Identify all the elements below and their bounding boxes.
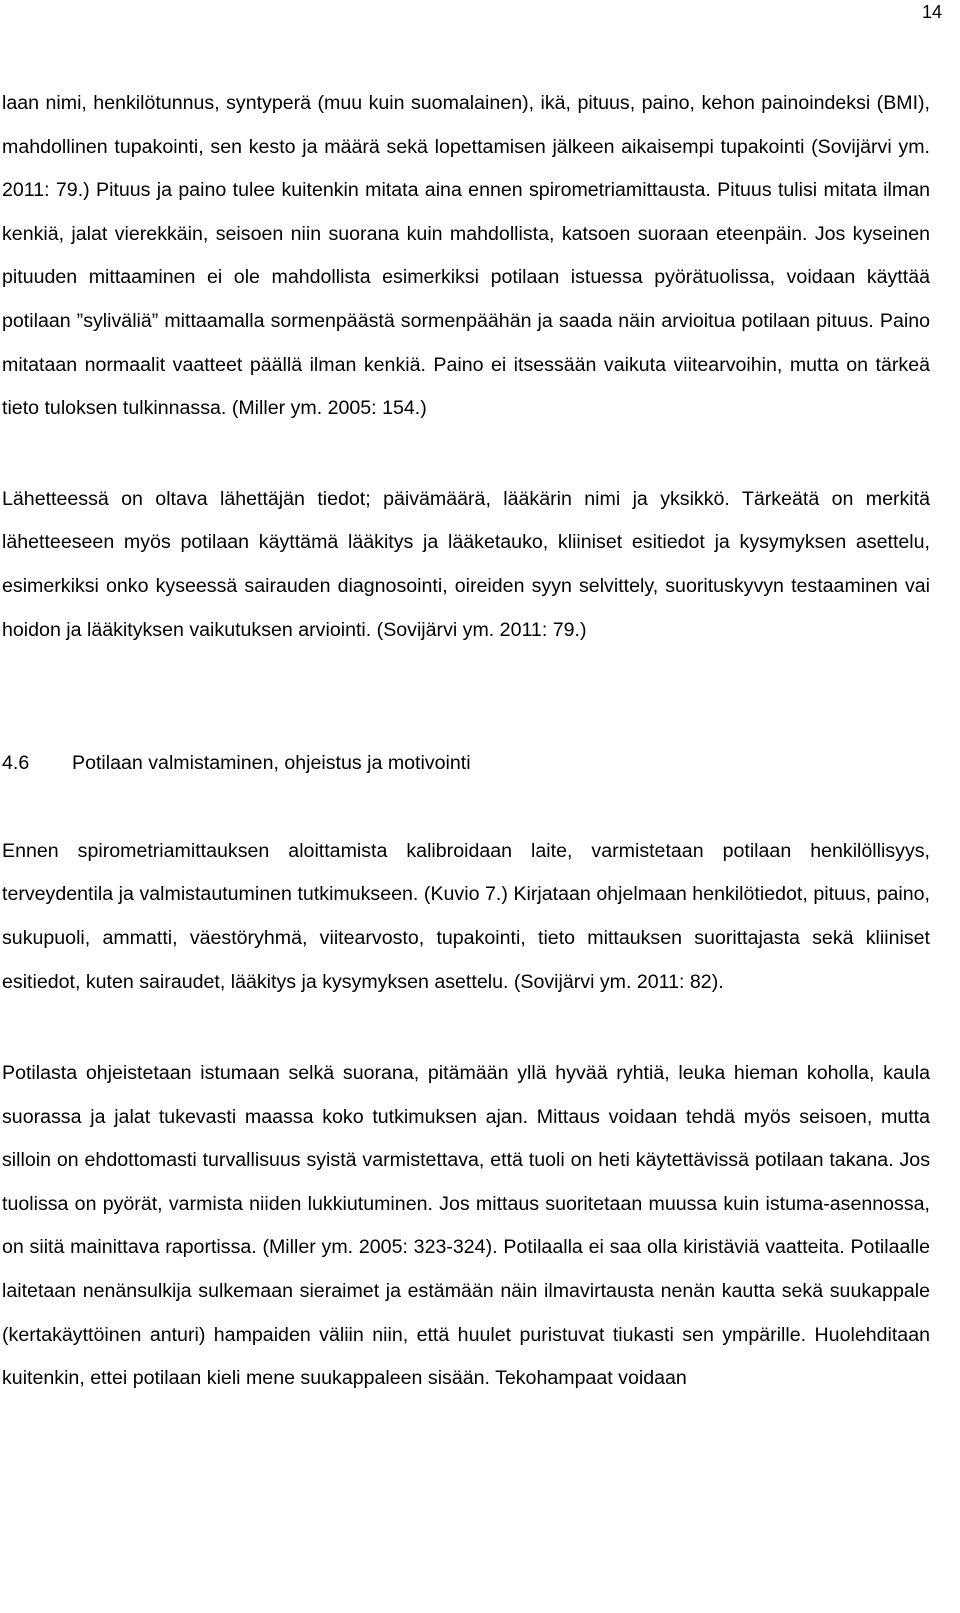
paragraph-instructions: Potilasta ohjeistetaan istumaan selkä suorana, pitämään yllä hyvää ryhtiä, leuka hieman koholla, kaula suorassa ja jalat tukevasti maassa koko tutkimuksen ajan. Mittaus voidaan tehdä myös seisoen, mutta silloin on ehdottomasti turvallisuus syistä varmistettava, että tuoli on heti käytettävissä potilaan takana. Jos tuolissa on pyörät, varmista niiden lukkiutuminen. Jos mittaus suoritetaan muussa kuin istuma-asennossa, on siitä mainittava raportissa. (Miller ym. 2005: 323-324). Potilaalla ei saa olla kiristäviä vaatteita. Potilaalle laitetaan nenänsulkija sulkemaan sieraimet ja estämään näin ilmavirtausta nenän kautta sekä suukappale (kertakäyttöinen anturi) hampaiden väliin niin, että huulet puristuvat tiukasti sen ympärille. Huolehditaan kuitenkin, ettei potilaan kieli mene suukappaleen sisään. Tekohampaat voidaan [2, 1062, 930, 1390]
section-number: 4.6 [2, 752, 30, 775]
page-number: 14 [921, 2, 942, 22]
paragraph-measurements: laan nimi, henkilötunnus, syntyperä (muu kuin suomalainen), ikä, pituus, paino, kehon painoindeksi (BMI), mahdollinen tupakointi, sen kesto ja määrä sekä lopettamisen jälkeen aikaisempi tupakointi (Sovijärvi ym. 2011: 79.) Pituus ja paino tulee kuitenkin mitata aina ennen spirometriamittausta. Pituus tulisi mitata ilman kenkiä, jalat vierekkäin, seisoen niin suorana kuin mahdollista, katsoen suoraan eteenpäin. Jos kyseinen pituuden mittaaminen ei ole mahdollista esimerkiksi potilaan istuessa pyörätuolissa, voidaan käyttää potilaan ”syliväliä” mittaamalla sormenpäästä sormenpäähän ja saada näin arvioitua potilaan pituus. Paino mitataan normaalit vaatteet päällä ilman kenkiä. Paino ei itsessään vaikuta viitearvoihin, mutta on tärkeä tieto tuloksen tulkinnassa. (Miller ym. 2005: 154.) [2, 92, 930, 420]
section-gap [2, 652, 930, 742]
paragraph-referral: Lähetteessä on oltava lähettäjän tiedot; päivämäärä, lääkärin nimi ja yksikkö. Tärkeätä on merkitä lähetteeseen myös potilaan käyttämä lääkitys ja lääketauko, kliiniset esitiedot ja kysymyksen asettelu, esimerkiksi onko kyseessä sairauden diagnosointi, oireiden syyn selvittely, suorituskyvyn testaaminen vai hoidon ja lääkityksen vaikutuksen arviointi. (Sovijärvi ym. 2011: 79.) [2, 487, 930, 641]
paragraph-gap [2, 1004, 930, 1052]
paragraph-gap [2, 431, 930, 478]
section-heading [2, 742, 930, 786]
heading-gap [2, 786, 930, 830]
document-body [2, 82, 930, 1401]
section-title: Potilaan valmistaminen, ohjeistus ja motivointi [72, 752, 471, 775]
paragraph-preparation: Ennen spirometriamittauksen aloittamista kalibroidaan laite, varmistetaan potilaan henkilöllisyys, terveydentila ja valmistautuminen tutkimukseen. (Kuvio 7.) Kirjataan ohjelmaan henkilötiedot, pituus, paino, sukupuoli, ammatti, väestöryhmä, viitearvosto, tupakointi, tieto mittauksen suorittajasta sekä kliiniset esitiedot, kuten sairaudet, lääkitys ja kysymyksen asettelu. (Sovijärvi ym. 2011: 82). [2, 839, 930, 993]
